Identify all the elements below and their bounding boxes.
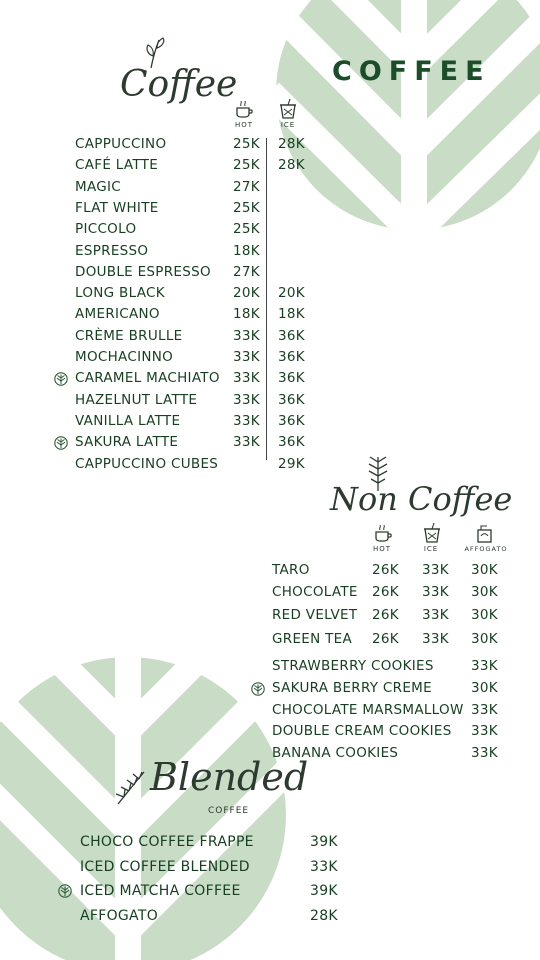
non-coffee-script-title: Non Coffee [330, 480, 513, 518]
price-hot: 26K [372, 631, 399, 647]
price-hot: 27K [233, 178, 260, 195]
item-name: ESPRESSO [75, 242, 149, 259]
column-divider [266, 138, 267, 460]
signature-leaf-icon [251, 682, 265, 696]
item-name: CARAMEL MACHIATO [75, 370, 220, 387]
price-ice: 33K [422, 562, 449, 578]
item-name: CAPPUCCINO [75, 136, 167, 152]
price-hot: 25K [233, 221, 260, 238]
fern-icon [112, 768, 148, 808]
item-name: CHOCO COFFEE FRAPPE [80, 834, 254, 850]
price-affogato: 30K [471, 631, 498, 647]
price: 33K [310, 858, 338, 875]
coffee-script-title: Coffee [120, 64, 238, 105]
item-name: RED VELVET [272, 607, 358, 623]
item-name: ICED MATCHA COFFEE [80, 883, 241, 900]
price-hot: 27K [233, 263, 260, 280]
item-name: AMERICANO [75, 306, 160, 323]
price-ice: 33K [422, 631, 449, 647]
price-ice: 33K [422, 607, 449, 623]
item-name: CAFÉ LATTE [75, 157, 159, 174]
price-ice: 36K [278, 327, 305, 344]
item-name: STRAWBERRY COOKIES [272, 658, 434, 674]
page-title: COFFEE [332, 56, 491, 87]
hot-cup-icon [234, 101, 254, 119]
iced-cup-icon [423, 523, 441, 543]
col-hot-header: HOT [372, 545, 392, 553]
price-ice: 28K [278, 157, 305, 174]
price-affogato: 30K [471, 584, 498, 600]
price: 33K [471, 658, 498, 674]
price-affogato: 30K [471, 607, 498, 623]
item-name: PICCOLO [75, 221, 137, 238]
item-name: CHOCOLATE MARSMALLOW [272, 701, 464, 718]
price-hot: 18K [233, 242, 260, 259]
price-hot: 25K [233, 199, 260, 216]
affogato-cup-icon [476, 525, 494, 543]
iced-cup-icon [279, 99, 297, 119]
price-hot: 25K [233, 157, 260, 174]
col-affogato-header: AFFOGATO [464, 545, 508, 553]
item-name: VANILLA LATTE [75, 412, 181, 429]
price-hot: 33K [233, 412, 260, 429]
item-name: TARO [272, 562, 310, 578]
price-hot: 26K [372, 584, 399, 600]
price-hot: 26K [372, 562, 399, 578]
price-hot: 33K [233, 391, 260, 408]
col-ice-header: ICE [423, 545, 439, 553]
item-name: FLAT WHITE [75, 199, 159, 216]
signature-leaf-icon [58, 884, 72, 898]
signature-leaf-icon [54, 436, 68, 450]
price-ice: 36K [278, 412, 305, 429]
price: 30K [471, 679, 498, 696]
hot-cup-icon [373, 525, 393, 543]
price: 28K [310, 907, 338, 924]
price-hot: 33K [233, 349, 260, 365]
item-name: AFFOGATO [80, 907, 159, 924]
item-name: DOUBLE ESPRESSO [75, 263, 211, 280]
item-name: ICED COFFEE BLENDED [80, 858, 250, 875]
blended-subtitle: COFFEE [208, 806, 250, 816]
price: 33K [471, 701, 498, 718]
price-ice: 33K [422, 584, 449, 600]
price-hot: 20K [233, 285, 260, 302]
price-hot: 26K [372, 607, 399, 623]
price-ice: 29K [278, 455, 305, 472]
signature-leaf-icon [54, 372, 68, 386]
item-name: CHOCOLATE [272, 584, 358, 600]
blended-script-title: Blended [150, 755, 309, 799]
item-name: SAKURA BERRY CREME [272, 679, 432, 696]
price-ice: 20K [278, 285, 305, 302]
item-name: CAPPUCCINO CUBES [75, 455, 219, 472]
price-hot: 33K [233, 327, 260, 344]
item-name: DOUBLE CREAM COOKIES [272, 723, 452, 740]
item-name: MAGIC [75, 178, 122, 195]
price-hot: 33K [233, 434, 260, 451]
price-hot: 18K [233, 306, 260, 323]
item-name: GREEN TEA [272, 631, 353, 647]
price: 39K [310, 834, 338, 850]
price-ice: 18K [278, 306, 305, 323]
col-ice-header: ICE [280, 121, 296, 129]
price-ice: 28K [278, 136, 305, 152]
item-name: CRÈME BRULLE [75, 327, 183, 344]
price-ice: 36K [278, 349, 305, 365]
price-ice: 36K [278, 391, 305, 408]
price: 33K [471, 745, 498, 762]
item-name: HAZELNUT LATTE [75, 391, 198, 408]
item-name: MOCHACINNO [75, 349, 174, 365]
price-ice: 36K [278, 370, 305, 387]
item-name: BANANA COOKIES [272, 745, 399, 762]
price: 33K [471, 723, 498, 740]
price-hot: 33K [233, 370, 260, 387]
price-ice: 36K [278, 434, 305, 451]
price-affogato: 30K [471, 562, 498, 578]
item-name: SAKURA LATTE [75, 434, 179, 451]
item-name: LONG BLACK [75, 285, 165, 302]
price: 39K [310, 883, 338, 900]
price-hot: 25K [233, 136, 260, 152]
col-hot-header: HOT [234, 121, 254, 129]
